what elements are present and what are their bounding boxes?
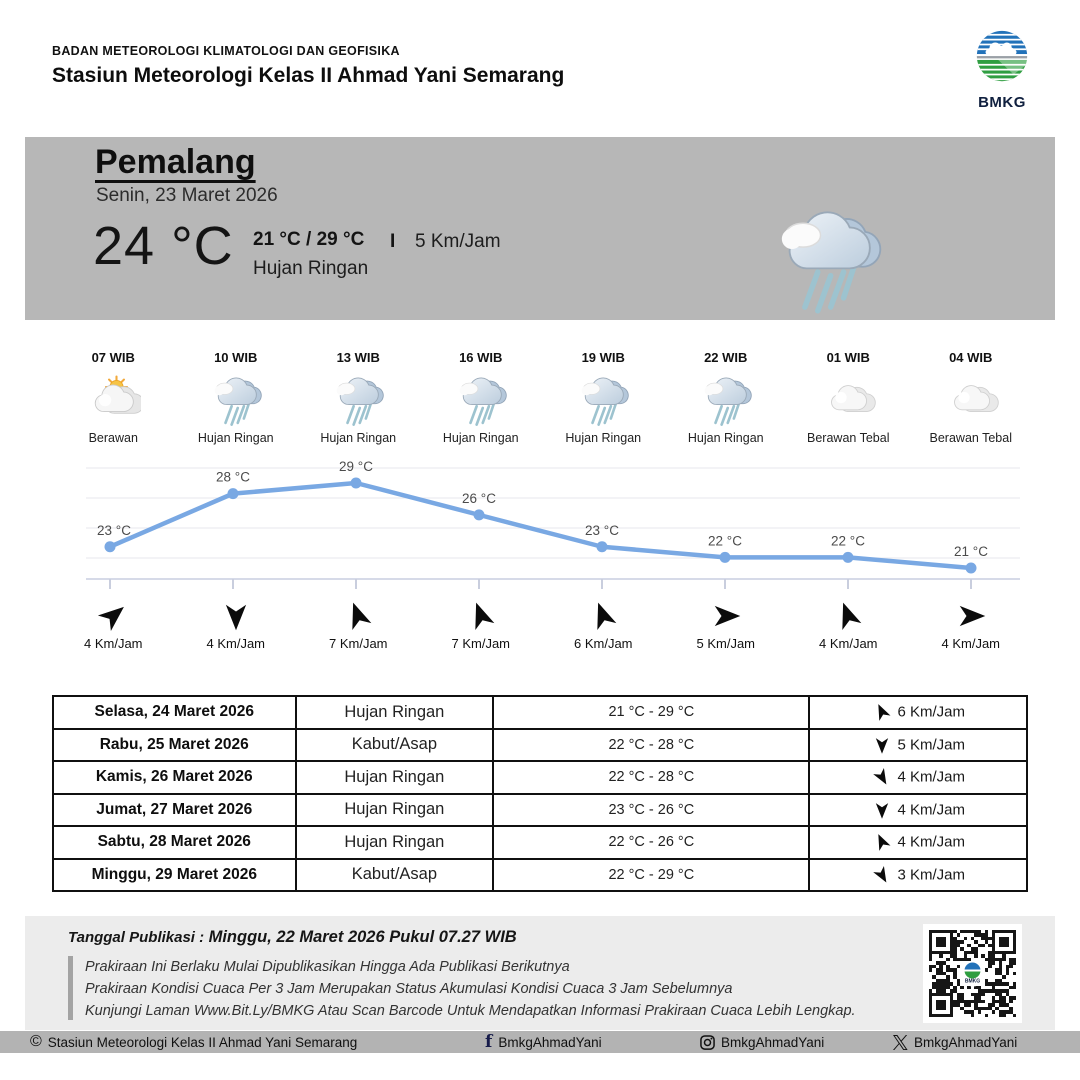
thick-cloud-icon [943, 373, 999, 429]
table-row [53, 696, 1027, 729]
instagram-icon [700, 1035, 715, 1050]
hour-label: 04 WIB [949, 350, 993, 365]
forecast-temp-range: 22 °C - 28 °C [493, 729, 809, 762]
svg-text:22 °C: 22 °C [831, 533, 865, 549]
wind-speed-label: 4 Km/Jam [897, 768, 965, 786]
copyright-text: Stasiun Meteorologi Kelas II Ahmad Yani Semarang [47, 1034, 358, 1050]
hourly-slot [910, 350, 1033, 445]
svg-text:22 °C: 22 °C [708, 533, 742, 549]
publication-value: Minggu, 22 Maret 2026 Pukul 07.27 WIB [208, 928, 517, 946]
temp-range: 21 °C / 29 °C [253, 229, 365, 250]
publication-line [68, 928, 517, 947]
footer-note: Prakiraan Ini Berlaku Mulai Dipublikasikan Hingga Ada Publikasi Berikutnya [85, 959, 570, 975]
wind-direction-icon [708, 598, 744, 634]
condition-label: Berawan [88, 431, 138, 445]
footer-note: Prakiraan Kondisi Cuaca Per 3 Jam Merupakan Status Akumulasi Kondisi Cuaca 3 Jam Sebelumnya [85, 981, 733, 997]
wind-direction-icon [218, 598, 254, 634]
hourly-slot [420, 350, 543, 445]
footer-notes [85, 956, 856, 1022]
condition-label: Hujan Ringan [197, 431, 274, 445]
publication-footer [25, 916, 1055, 1030]
wind-speed-label: 4 Km/Jam [897, 833, 965, 851]
svg-text:23 °C: 23 °C [97, 522, 131, 538]
wind-slot [52, 598, 175, 651]
wind-speed-label: 4 Km/Jam [897, 801, 965, 819]
hourly-slot [52, 350, 175, 445]
wind-speed-label: 7 Km/Jam [451, 636, 510, 651]
x-text: BmkgAhmadYani [914, 1034, 1018, 1050]
instagram-handle[interactable] [700, 1031, 824, 1053]
copyright-icon: © [30, 1033, 42, 1050]
hour-label: 10 WIB [214, 350, 258, 365]
qr-grid [929, 930, 1016, 1017]
hour-label: 16 WIB [459, 350, 503, 365]
instagram-text: BmkgAhmadYani [721, 1034, 825, 1050]
wind-slot [787, 598, 910, 651]
qr-bmkg-logo: BMKG [960, 961, 985, 986]
current-temperature: 24 °C [93, 216, 234, 276]
hourly-forecast [52, 350, 1032, 445]
condition-label: Hujan Ringan [320, 431, 397, 445]
hour-label: 07 WIB [91, 350, 135, 365]
wind-direction-icon [458, 593, 504, 639]
wind-slot [175, 598, 298, 651]
hero-divider: I [390, 231, 396, 252]
condition-label: Hujan Ringan [442, 431, 519, 445]
table-row [53, 761, 1027, 794]
wind-forecast-row [52, 598, 1032, 651]
hourly-slot [665, 350, 788, 445]
table-row [53, 859, 1027, 892]
current-weather-panel [25, 137, 1055, 320]
x-handle[interactable] [893, 1031, 1017, 1053]
wind-speed-label: 7 Km/Jam [328, 636, 388, 651]
condition-label: Hujan Ringan [687, 431, 764, 445]
wind-direction-icon [871, 734, 893, 756]
qr-code [923, 924, 1022, 1023]
hourly-slot [175, 350, 298, 445]
forecast-wind [809, 761, 1027, 794]
forecast-condition: Kabut/Asap [296, 859, 494, 892]
wind-direction-icon [867, 762, 897, 792]
cloud-sun-icon [85, 373, 141, 429]
wind-speed-label: 6 Km/Jam [573, 636, 633, 651]
current-wind-speed: 5 Km/Jam [415, 231, 501, 252]
forecast-day: Minggu, 29 Maret 2026 [53, 859, 296, 892]
svg-text:23 °C: 23 °C [585, 522, 619, 538]
wind-speed-label: 6 Km/Jam [897, 703, 965, 721]
footer-note: Kunjungi Laman Www.Bit.Ly/BMKG Atau Scan Barcode Untuk Mendapatkan Informasi Prakiraan Cuaca Lebih Lengkap. [85, 1003, 856, 1019]
hour-label: 19 WIB [581, 350, 625, 365]
forecast-wind [809, 794, 1027, 827]
forecast-temp-range: 22 °C - 26 °C [493, 826, 809, 859]
facebook-icon: f [485, 1031, 493, 1052]
wind-direction-icon [953, 598, 989, 634]
wind-slot [910, 598, 1033, 651]
header [52, 44, 564, 88]
wind-speed-label: 4 Km/Jam [941, 636, 1000, 651]
publication-label: Tanggal Publikasi : [68, 929, 205, 946]
condition-label: Berawan Tebal [807, 431, 890, 445]
bmkg-mini-logo-icon [965, 963, 981, 979]
forecast-day: Selasa, 24 Maret 2026 [53, 696, 296, 729]
hour-label: 01 WIB [826, 350, 870, 365]
wind-speed-label: 5 Km/Jam [696, 636, 755, 651]
table-row [53, 826, 1027, 859]
rain-cloud-icon [698, 373, 754, 429]
forecast-condition: Hujan Ringan [296, 826, 494, 859]
copyright-item [30, 1031, 357, 1053]
hourly-slot [787, 350, 910, 445]
wind-speed-label: 4 Km/Jam [206, 636, 265, 651]
temp-range-block [253, 229, 368, 280]
hour-label: 13 WIB [336, 350, 380, 365]
rain-cloud-icon [575, 373, 631, 429]
rain-cloud-icon [208, 373, 264, 429]
wind-slot [297, 598, 420, 651]
forecast-wind [809, 729, 1027, 762]
current-date: Senin, 23 Maret 2026 [96, 185, 278, 206]
agency-name: BADAN METEOROLOGI KLIMATOLOGI DAN GEOFISIKA [52, 44, 400, 58]
forecast-day: Jumat, 27 Maret 2026 [53, 794, 296, 827]
svg-text:28 °C: 28 °C [216, 469, 250, 485]
wind-direction-icon [868, 828, 897, 857]
forecast-temp-range: 22 °C - 28 °C [493, 761, 809, 794]
wind-speed-label: 4 Km/Jam [818, 636, 878, 651]
forecast-day: Kamis, 26 Maret 2026 [53, 761, 296, 794]
wind-direction-icon [871, 799, 893, 821]
wind-direction-icon [867, 860, 897, 890]
accent-bar [68, 956, 73, 1020]
city-name: Pemalang [95, 143, 256, 181]
forecast-temp-range: 21 °C - 29 °C [493, 696, 809, 729]
forecast-wind [809, 696, 1027, 729]
wind-direction-icon [825, 593, 871, 639]
x-icon [893, 1035, 908, 1050]
forecast-wind [809, 826, 1027, 859]
forecast-day: Sabtu, 28 Maret 2026 [53, 826, 296, 859]
forecast-wind [809, 859, 1027, 892]
wind-speed-label: 3 Km/Jam [897, 866, 965, 884]
hour-label: 22 WIB [704, 350, 748, 365]
wind-slot [542, 598, 665, 651]
wind-speed-label: 5 Km/Jam [897, 736, 965, 754]
forecast-condition: Hujan Ringan [296, 761, 494, 794]
forecast-temp-range: 22 °C - 29 °C [493, 859, 809, 892]
hourly-slot [542, 350, 665, 445]
wind-speed-label: 4 Km/Jam [83, 636, 143, 651]
bmkg-logo-icon [971, 28, 1033, 88]
wind-direction-icon [580, 593, 626, 639]
svg-text:29 °C: 29 °C [339, 459, 373, 474]
rain-cloud-icon [330, 373, 386, 429]
thick-cloud-icon [820, 373, 876, 429]
facebook-text: BmkgAhmadYani [498, 1034, 602, 1050]
social-bar [0, 1031, 1080, 1053]
forecast-condition: Hujan Ringan [296, 794, 494, 827]
station-title: Stasiun Meteorologi Kelas II Ahmad Yani Semarang [52, 64, 565, 87]
condition-label: Berawan Tebal [929, 431, 1012, 445]
weekly-forecast-table [52, 695, 1028, 892]
wind-direction-icon [868, 698, 897, 727]
forecast-condition: Hujan Ringan [296, 696, 494, 729]
current-condition: Hujan Ringan [253, 258, 369, 279]
rain-cloud-icon [453, 373, 509, 429]
forecast-day: Rabu, 25 Maret 2026 [53, 729, 296, 762]
svg-text:21 °C: 21 °C [954, 544, 988, 559]
bmkg-logo [952, 28, 1052, 111]
wind-slot [420, 598, 543, 651]
wind-direction-icon [88, 591, 139, 642]
condition-label: Hujan Ringan [565, 431, 642, 445]
bmkg-logo-label: BMKG [978, 94, 1026, 111]
forecast-condition: Kabut/Asap [296, 729, 494, 762]
temperature-line-chart [58, 455, 1028, 593]
wind-slot [665, 598, 788, 651]
hourly-slot [297, 350, 420, 445]
table-row [53, 794, 1027, 827]
svg-text:26 °C: 26 °C [462, 490, 496, 506]
forecast-temp-range: 23 °C - 26 °C [493, 794, 809, 827]
wind-direction-icon [335, 593, 381, 639]
facebook-handle[interactable] [485, 1031, 602, 1053]
rain-cloud-icon [763, 202, 891, 320]
table-row [53, 729, 1027, 762]
